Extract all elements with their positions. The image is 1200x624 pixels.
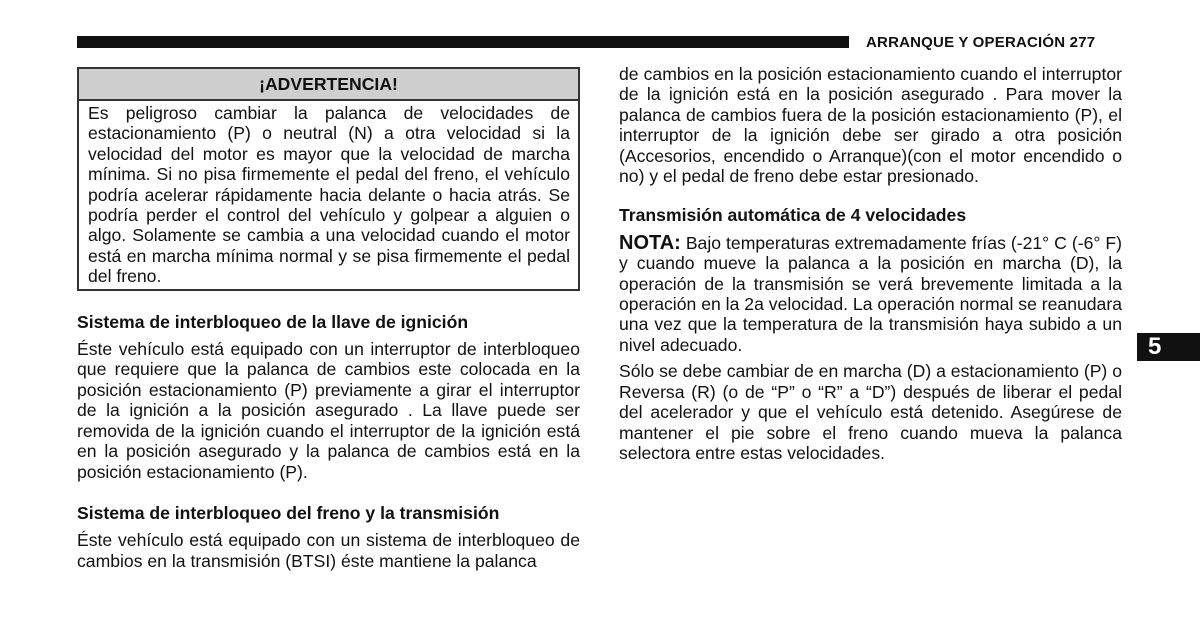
page-header-title: ARRANQUE Y OPERACIÓN 277	[866, 34, 1096, 51]
brake-interlock-heading: Sistema de interbloqueo del freno y la transmisión	[77, 502, 500, 523]
note-label: NOTA:	[619, 231, 681, 254]
ignition-interlock-heading: Sistema de interbloqueo de la llave de ignición	[77, 311, 469, 332]
ignition-interlock-body: Éste vehículo está equipado con un interruptor de interbloqueo que requiere que la palanca de cambios este colocada en la posición estacionamiento (P) previamente a girar el interruptor de la ignición a la posición asegurado . La llave puede ser removida de la ignición cuando el interruptor de la ignición está en la posición asegurado y la palanca de cambios está en la posición estacionamiento (P).	[77, 339, 580, 482]
warning-box	[77, 67, 580, 291]
right-column	[619, 64, 1122, 463]
brake-interlock-body: Éste vehículo está equipado con un sistema de interbloqueo de cambios en la transmisión (BTSI) éste mantiene la palanca	[77, 530, 580, 571]
warning-body	[79, 101, 578, 289]
chapter-tab: 5	[1137, 333, 1200, 361]
left-column	[77, 67, 580, 571]
warning-text: Es peligroso cambiar la palanca de velocidades de estacionamiento (P) o neutral (N) a otra velocidad si la velocidad del motor es mayor que la velocidad de marcha mínima. Si no pisa firmemente el pedal del freno, el vehículo podría acelerar rápidamente hacia delante o hacia atrás. Se podría perder el control del vehículo y golpear a alguien o algo. Solamente se cambia a una velocidad cuando el motor está en marcha mínima normal y se pisa firmemente el pedal del freno.	[88, 103, 570, 287]
brake-interlock-body-continued: de cambios en la posición estacionamiento cuando el interruptor de la ignición está en la posición asegurado . Para mover la palanca de cambios fuera de la posición estacionamiento (P), el interruptor de la ignición debe ser girado a otra posición (Accesorios, encendido o Arranque)(con el motor encendido o no) y el pedal de freno debe estar presionado.	[619, 64, 1122, 187]
warning-title: ¡ADVERTENCIA!	[79, 69, 578, 101]
header-rule	[77, 36, 849, 48]
transmission-body: Sólo se debe cambiar de en marcha (D) a estacionamiento (P) o Reversa (R) (o de “P” o “R” a “D”) después de liberar el pedal del acelerador y que el vehículo está detenido. Asegúrese de mantener el pie sobre el freno cuando mueva la palanca selectora entre estas velocidades.	[619, 361, 1122, 463]
note-text: Bajo temperaturas extremadamente frías (-21° C (-6° F) y cuando mueve la palanca a la posición en marcha (D), la operación de la transmisión se verá brevemente limitada a la operación en la 2a velocidad. La operación normal se reanudara una vez que la temperatura de la transmisión haya subido a un nivel adecuado.	[619, 232, 1122, 355]
automatic-transmission-heading: Transmisión automática de 4 velocidades	[619, 205, 967, 226]
transmission-note	[619, 233, 1122, 355]
